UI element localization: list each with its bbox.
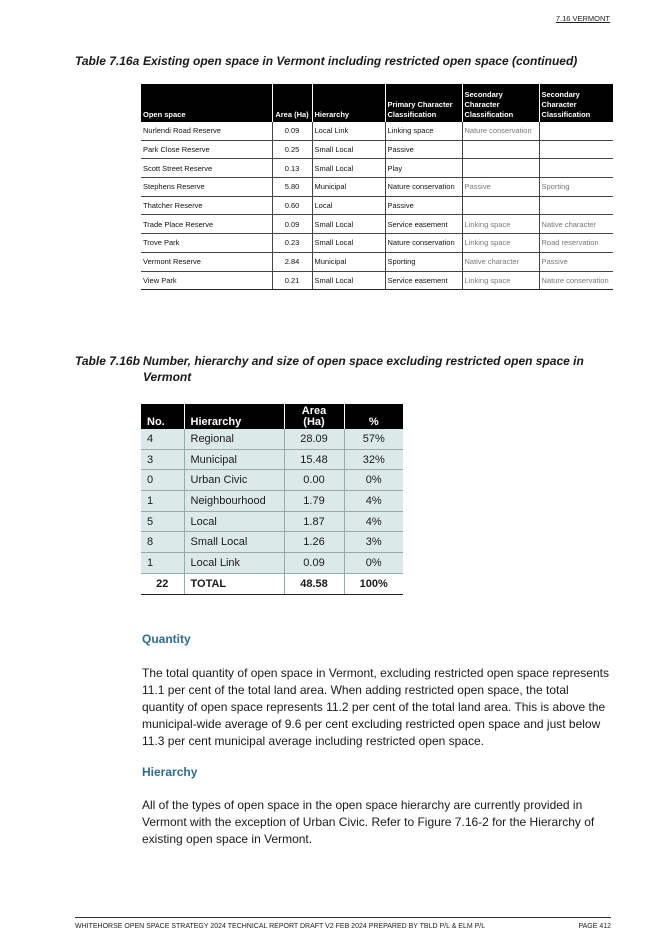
open-space-table-b [141, 404, 403, 595]
total-percent: 100% [344, 573, 403, 594]
cell-secondary-2 [539, 122, 613, 140]
section-reference: 7.16 VERMONT [555, 14, 610, 23]
cell-no: 1 [141, 553, 184, 574]
cell-no: 0 [141, 470, 184, 491]
table-row [141, 215, 613, 234]
open-space-table-a [141, 84, 613, 290]
cell-primary: Sporting [385, 252, 462, 271]
cell-primary: Passive [385, 140, 462, 159]
cell-percent: 3% [344, 532, 403, 553]
table-row [141, 122, 613, 140]
cell-hierarchy: Municipal [312, 252, 385, 271]
cell-hierarchy: Small Local [312, 215, 385, 234]
cell-hierarchy: Small Local [312, 271, 385, 290]
quantity-paragraph: The total quantity of open space in Vermont, excluding restricted open space represents 11.1 per cent of the total land area. When adding restricted open space, the total quantity of open space represents 11.2 per cent of the total land area. This is above the municipal-wide average of 9.6 per cent excluding restricted open space and just below 11.3 per cent municipal average including restricted open space. [142, 666, 609, 748]
cell-hierarchy: Local [312, 196, 385, 215]
cell-hierarchy: Local Link [312, 122, 385, 140]
cell-secondary-2 [539, 140, 613, 159]
cell-open-space: Vermont Reserve [141, 252, 272, 271]
cell-hierarchy: Local [184, 511, 284, 532]
cell-primary: Service easement [385, 215, 462, 234]
table-b-header-row [141, 404, 403, 429]
col-area: Area (Ha) [272, 84, 312, 122]
cell-open-space: Nurlendi Road Reserve [141, 122, 272, 140]
cell-no: 1 [141, 491, 184, 512]
total-area: 48.58 [284, 573, 344, 594]
cell-area: 1.87 [284, 511, 344, 532]
table-a-caption: Existing open space in Vermont including restricted open space (continued) [143, 54, 578, 68]
table-row [141, 252, 613, 271]
cell-primary: Play [385, 159, 462, 178]
cell-primary: Passive [385, 196, 462, 215]
cell-area: 0.09 [284, 553, 344, 574]
table-b-number: Table 7.16b [75, 354, 140, 368]
cell-primary: Linking space [385, 122, 462, 140]
table-a-header-row [141, 84, 613, 122]
cell-secondary-2: Native character [539, 215, 613, 234]
cell-area: 0.23 [272, 234, 312, 253]
col-hierarchy: Hierarchy [312, 84, 385, 122]
cell-area: 15.48 [284, 449, 344, 470]
col-percent: % [344, 404, 403, 429]
cell-open-space: Trade Place Reserve [141, 215, 272, 234]
hierarchy-heading: Hierarchy [142, 765, 198, 779]
table-row [141, 234, 613, 253]
table-row [141, 271, 613, 290]
cell-secondary-2 [539, 196, 613, 215]
footer-document-info: WHITEHORSE OPEN SPACE STRATEGY 2024 TECHNICAL REPORT DRAFT V2 FEB 2024 PREPARED BY TBLD P/L & ELM P/L [75, 923, 486, 930]
cell-open-space: Park Close Reserve [141, 140, 272, 159]
cell-area: 5.80 [272, 178, 312, 197]
cell-secondary-1: Nature conservation [462, 122, 539, 140]
table-row [141, 159, 613, 178]
cell-open-space: Scott Street Reserve [141, 159, 272, 178]
table-row [141, 532, 403, 553]
quantity-heading: Quantity [142, 632, 191, 646]
cell-secondary-2: Passive [539, 252, 613, 271]
cell-secondary-2: Sporting [539, 178, 613, 197]
table-row [141, 196, 613, 215]
cell-secondary-1: Linking space [462, 234, 539, 253]
cell-secondary-1: Native character [462, 252, 539, 271]
table-a-number: Table 7.16a [75, 54, 140, 68]
cell-secondary-1 [462, 159, 539, 178]
col-secondary-character-1: Secondary Character Classification [462, 84, 539, 122]
cell-no: 3 [141, 449, 184, 470]
cell-open-space: Stephens Reserve [141, 178, 272, 197]
cell-area: 0.21 [272, 271, 312, 290]
table-row [141, 429, 403, 449]
cell-area: 0.25 [272, 140, 312, 159]
cell-hierarchy: Municipal [312, 178, 385, 197]
table-b-title [75, 353, 595, 385]
col-hierarchy: Hierarchy [184, 404, 284, 429]
table-a-title [75, 53, 595, 69]
cell-hierarchy: Small Local [184, 532, 284, 553]
cell-area: 0.09 [272, 215, 312, 234]
table-row [141, 178, 613, 197]
cell-secondary-1: Linking space [462, 271, 539, 290]
cell-percent: 4% [344, 511, 403, 532]
cell-hierarchy: Small Local [312, 140, 385, 159]
footer-page-number: PAGE 412 [578, 923, 611, 930]
total-row [141, 573, 403, 594]
footer-divider [75, 917, 611, 918]
cell-percent: 32% [344, 449, 403, 470]
cell-primary: Service easement [385, 271, 462, 290]
cell-secondary-2 [539, 159, 613, 178]
col-open-space: Open space [141, 84, 272, 122]
cell-no: 8 [141, 532, 184, 553]
table-b-caption: Number, hierarchy and size of open space excluding restricted open space in Vermont [143, 354, 584, 384]
cell-open-space: Thatcher Reserve [141, 196, 272, 215]
cell-area: 2.84 [272, 252, 312, 271]
table-row [141, 140, 613, 159]
cell-primary: Nature conservation [385, 234, 462, 253]
cell-percent: 4% [344, 491, 403, 512]
cell-no: 5 [141, 511, 184, 532]
cell-secondary-1: Passive [462, 178, 539, 197]
cell-primary: Nature conservation [385, 178, 462, 197]
cell-secondary-1: Linking space [462, 215, 539, 234]
cell-area: 1.79 [284, 491, 344, 512]
cell-hierarchy: Local Link [184, 553, 284, 574]
cell-percent: 0% [344, 553, 403, 574]
cell-area: 0.60 [272, 196, 312, 215]
table-row [141, 491, 403, 512]
cell-hierarchy: Small Local [312, 234, 385, 253]
cell-hierarchy: Regional [184, 429, 284, 449]
col-no: No. [141, 404, 184, 429]
cell-hierarchy: Small Local [312, 159, 385, 178]
total-label: TOTAL [184, 573, 284, 594]
cell-area: 0.13 [272, 159, 312, 178]
table-row [141, 470, 403, 491]
cell-secondary-2: Nature conservation [539, 271, 613, 290]
cell-no: 4 [141, 429, 184, 449]
cell-hierarchy: Municipal [184, 449, 284, 470]
cell-open-space: Trove Park [141, 234, 272, 253]
cell-percent: 0% [344, 470, 403, 491]
hierarchy-paragraph: All of the types of open space in the open space hierarchy are currently provided in Vermont with the exception of Urban Civic. Refer to Figure 7.16-2 for the Hierarchy of existing open space in Vermont. [142, 798, 595, 846]
col-primary-character: Primary Character Classification [385, 84, 462, 122]
cell-open-space: View Park [141, 271, 272, 290]
cell-hierarchy: Urban Civic [184, 470, 284, 491]
col-secondary-character-2: Secondary Character Classification [539, 84, 613, 122]
cell-secondary-2: Road reservation [539, 234, 613, 253]
cell-area: 0.09 [272, 122, 312, 140]
table-row [141, 511, 403, 532]
cell-area: 1.26 [284, 532, 344, 553]
table-row [141, 449, 403, 470]
col-area: Area (Ha) [284, 404, 344, 429]
cell-secondary-1 [462, 140, 539, 159]
cell-secondary-1 [462, 196, 539, 215]
cell-percent: 57% [344, 429, 403, 449]
table-row [141, 553, 403, 574]
cell-area: 28.09 [284, 429, 344, 449]
cell-area: 0.00 [284, 470, 344, 491]
total-no: 22 [141, 573, 184, 594]
cell-hierarchy: Neighbourhood [184, 491, 284, 512]
